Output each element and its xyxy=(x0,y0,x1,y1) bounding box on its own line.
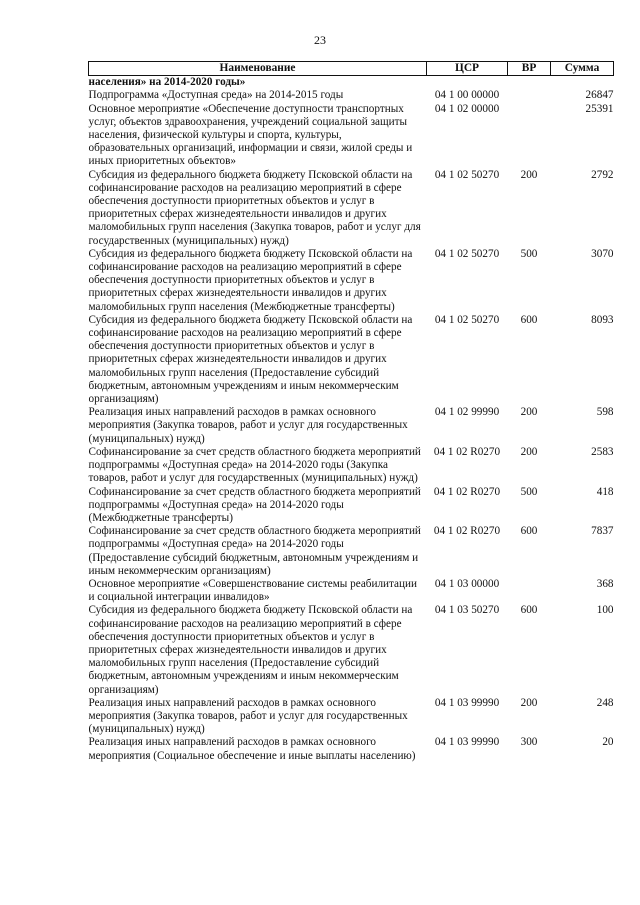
row-vr: 600 xyxy=(520,604,538,617)
row-name: Субсидия из федерального бюджета бюджету Псковской области на софинансирование расходов на реализацию мероприятий в сфере обеспечения доступности приоритетных объектов и услуг в приоритетных сферах жизнедеятельности инвалидов и других маломобильных групп населения (Предоставление субсидий бюджетным, автономным учреждениям и иным некоммерческим организациям) xyxy=(88,604,413,696)
table-row xyxy=(89,89,614,102)
row-name: Софинансирование за счет средств областного бюджета мероприятий подпрограммы «Доступная среда» на 2014-2020 годы (Межбюджетные трансферты) xyxy=(88,485,421,524)
table-row xyxy=(89,169,614,248)
table-header-row xyxy=(89,62,614,76)
row-csr: 04 1 02 R0270 xyxy=(433,525,501,538)
row-sum: 248 xyxy=(596,696,614,709)
row-vr: 200 xyxy=(520,696,538,709)
table-row xyxy=(89,697,614,737)
row-vr: 600 xyxy=(520,313,538,326)
row-name: Субсидия из федерального бюджета бюджету Псковской области на софинансирование расходов на реализацию мероприятий в сфере обеспечения доступности приоритетных объектов и услуг в приоритетных сферах жизнедеятельности инвалидов и других маломобильных групп населения (Закупка товаров, работ и услуг для государственных (муниципальных) нужд) xyxy=(88,168,421,247)
table-row xyxy=(89,248,614,314)
table-row xyxy=(89,736,614,762)
row-csr: 04 1 00 00000 xyxy=(434,89,500,102)
row-sum: 25391 xyxy=(585,102,614,115)
page-number: 23 xyxy=(314,33,326,47)
row-sum: 7837 xyxy=(591,525,614,538)
row-vr: 500 xyxy=(520,247,538,260)
row-sum: 598 xyxy=(596,406,614,419)
row-csr: 04 1 02 R0270 xyxy=(433,445,501,458)
row-csr: 04 1 02 99990 xyxy=(434,406,500,419)
header-csr: ЦСР xyxy=(427,62,508,76)
row-csr xyxy=(427,76,508,90)
row-sum: 8093 xyxy=(591,313,614,326)
row-csr: 04 1 03 00000 xyxy=(434,577,500,590)
table-row xyxy=(89,406,614,446)
row-vr: 200 xyxy=(520,445,538,458)
row-name: Субсидия из федерального бюджета бюджету Псковской области на софинансирование расходов на реализацию мероприятий в сфере обеспечения доступности приоритетных объектов и услуг в приоритетных сферах жизнедеятельности инвалидов и других маломобильных групп населения (Предоставление субсидий бюджетным, автономным учреждениям и иным некоммерческим организациям) xyxy=(88,313,413,406)
table-row xyxy=(89,604,614,696)
budget-table xyxy=(88,61,614,763)
row-csr: 04 1 03 99990 xyxy=(434,696,500,709)
row-vr: 300 xyxy=(520,736,538,749)
row-vr: 600 xyxy=(520,525,538,538)
row-vr xyxy=(508,578,551,604)
row-name: Субсидия из федерального бюджета бюджету Псковской области на софинансирование расходов на реализацию мероприятий в сфере обеспечения доступности приоритетных объектов и услуг в приоритетных сферах жизнедеятельности инвалидов и других маломобильных групп населения (Межбюджетные трансферты) xyxy=(88,247,413,313)
row-sum: 2792 xyxy=(591,168,614,181)
row-name: Реализация иных направлений расходов в рамках основного мероприятия (Закупка товаров, работ и услуг для государственных (муниципальных) нужд) xyxy=(88,406,408,445)
table-row xyxy=(89,446,614,486)
header-sum: Сумма xyxy=(551,62,614,76)
row-name: населения» на 2014-2020 годы» xyxy=(88,76,246,89)
table-row xyxy=(89,314,614,406)
row-csr: 04 1 02 00000 xyxy=(434,102,500,115)
row-name: Софинансирование за счет средств областного бюджета мероприятий подпрограммы «Доступная среда» на 2014-2020 годы (Закупка товаров, работ и услуг для государственных (муниципальных) нужд) xyxy=(88,445,421,485)
row-sum xyxy=(551,76,614,90)
row-csr: 04 1 03 99990 xyxy=(434,736,500,749)
table-row xyxy=(89,103,614,169)
header-vr: ВР xyxy=(508,62,551,76)
row-sum: 368 xyxy=(596,577,614,590)
row-sum: 100 xyxy=(596,604,614,617)
row-sum: 20 xyxy=(602,736,614,749)
row-vr: 200 xyxy=(520,406,538,419)
row-vr: 200 xyxy=(520,168,538,181)
table-row xyxy=(89,76,614,90)
row-csr: 04 1 02 50270 xyxy=(434,168,500,181)
table-row xyxy=(89,578,614,604)
row-name: Реализация иных направлений расходов в рамках основного мероприятия (Закупка товаров, работ и услуг для государственных (муниципальных) нужд) xyxy=(88,696,408,736)
row-name: Софинансирование за счет средств областного бюджета мероприятий подпрограммы «Доступная среда» на 2014-2020 годы (Предоставление субсидий бюджетным, автономным учреждениям и иным некоммерческим организациям) xyxy=(88,525,421,577)
row-name: Подпрограмма «Доступная среда» на 2014-2015 годы xyxy=(88,89,344,102)
row-csr: 04 1 03 50270 xyxy=(434,604,500,617)
table-row xyxy=(89,486,614,526)
row-name: Реализация иных направлений расходов в рамках основного мероприятия (Социальное обеспечение и иные выплаты населению) xyxy=(88,736,416,762)
row-vr xyxy=(508,89,551,102)
header-name: Наименование xyxy=(89,62,427,76)
row-csr: 04 1 02 50270 xyxy=(434,313,500,326)
row-csr: 04 1 02 R0270 xyxy=(433,485,501,498)
row-vr: 500 xyxy=(520,485,538,498)
row-sum: 418 xyxy=(596,485,614,498)
table-row xyxy=(89,525,614,578)
row-vr xyxy=(508,103,551,169)
row-vr xyxy=(508,76,551,90)
row-sum: 2583 xyxy=(591,445,614,458)
row-csr: 04 1 02 50270 xyxy=(434,247,500,260)
row-sum: 26847 xyxy=(585,89,614,102)
row-sum: 3070 xyxy=(591,247,614,260)
row-name: Основное мероприятие «Совершенствование системы реабилитации и социальной интеграции инвалидов» xyxy=(88,577,417,604)
row-name: Основное мероприятие «Обеспечение доступности транспортных услуг, объектов здравоохранения, учреждений социальной защиты населения, физической культуры и спорта, культуры, образовательных организаций, информации и связи, жилой среды и иных приоритетных объектов» xyxy=(88,102,413,168)
